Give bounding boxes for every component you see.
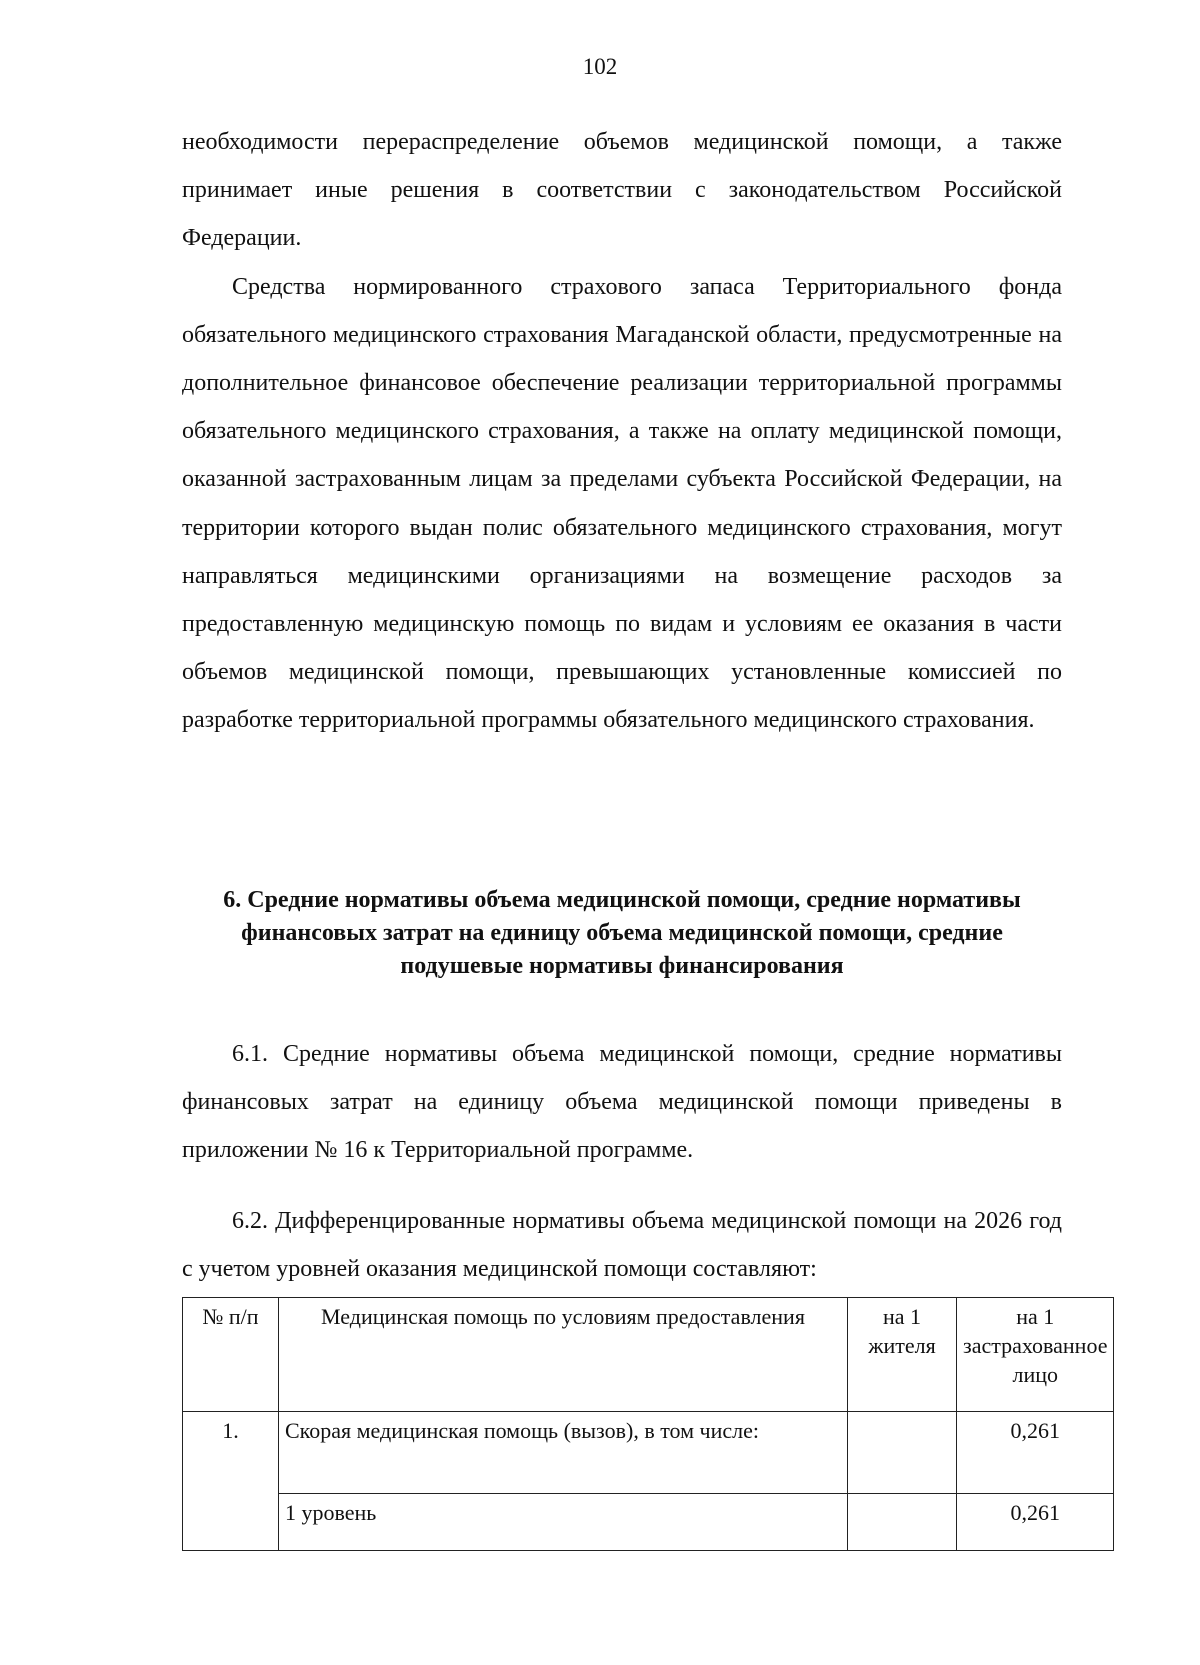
section-text: [182, 1030, 1062, 1315]
norms-table: [182, 1297, 1114, 1551]
row-per-resident: [848, 1412, 957, 1494]
row-per-insured: 0,261: [957, 1412, 1114, 1494]
section-heading: 6. Средние нормативы объема медицинской помощи, средние нормативы финансовых затрат на единицу объема медицинской помощи, средние подушевые нормативы финансирования: [223, 887, 1021, 979]
page-number: 102: [582, 54, 618, 79]
header-per-resident: на 1 жителя: [848, 1298, 957, 1412]
header-num: № п/п: [183, 1298, 279, 1412]
paragraph-continuation: необходимости перераспределение объемов медицинской помощи, а также принимает иные решения в соответствии с законодательством Российской Федерации.: [182, 129, 1062, 252]
row-name: Скорая медицинская помощь (вызов), в том числе:: [279, 1412, 848, 1494]
row-per-resident: [848, 1494, 957, 1551]
header-name: Медицинская помощь по условиям предоставления: [279, 1298, 848, 1412]
row-name: 1 уровень: [279, 1494, 848, 1551]
paragraph-6-1: 6.1. Средние нормативы объема медицинской помощи, средние нормативы финансовых затрат на единицу объема медицинской помощи приведены в приложении № 16 к Территориальной программе.: [182, 1041, 1062, 1164]
body-text: [182, 118, 1062, 745]
table-row: [183, 1412, 1114, 1494]
row-per-insured: 0,261: [957, 1494, 1114, 1551]
table-row: [183, 1494, 1114, 1551]
row-num: 1.: [183, 1412, 279, 1551]
paragraph-reserve-funds: Средства нормированного страхового запаса Территориального фонда обязательного медицинского страхования Магаданской области, предусмотренные на дополнительное финансовое обеспечение реализации территориальной программы обязательного медицинского страхования, а также на оплату медицинской помощи, оказанной застрахованным лицам за пределами субъекта Российской Федерации, на территории которого выдан полис обязательного медицинского страхования, могут направляться медицинскими организациями на возмещение расходов за предоставленную медицинскую помощь по видам и условиям ее оказания в части объемов медицинской помощи, превышающих установленные комиссией по разработке территориальной программы обязательного медицинского страхования.: [182, 273, 1062, 734]
table-header-row: [183, 1298, 1114, 1412]
header-per-insured: на 1 застрахованное лицо: [957, 1298, 1114, 1412]
paragraph-6-2: 6.2. Дифференцированные нормативы объема медицинской помощи на 2026 год с учетом уровней оказания медицинской помощи составляют:: [182, 1207, 1062, 1282]
